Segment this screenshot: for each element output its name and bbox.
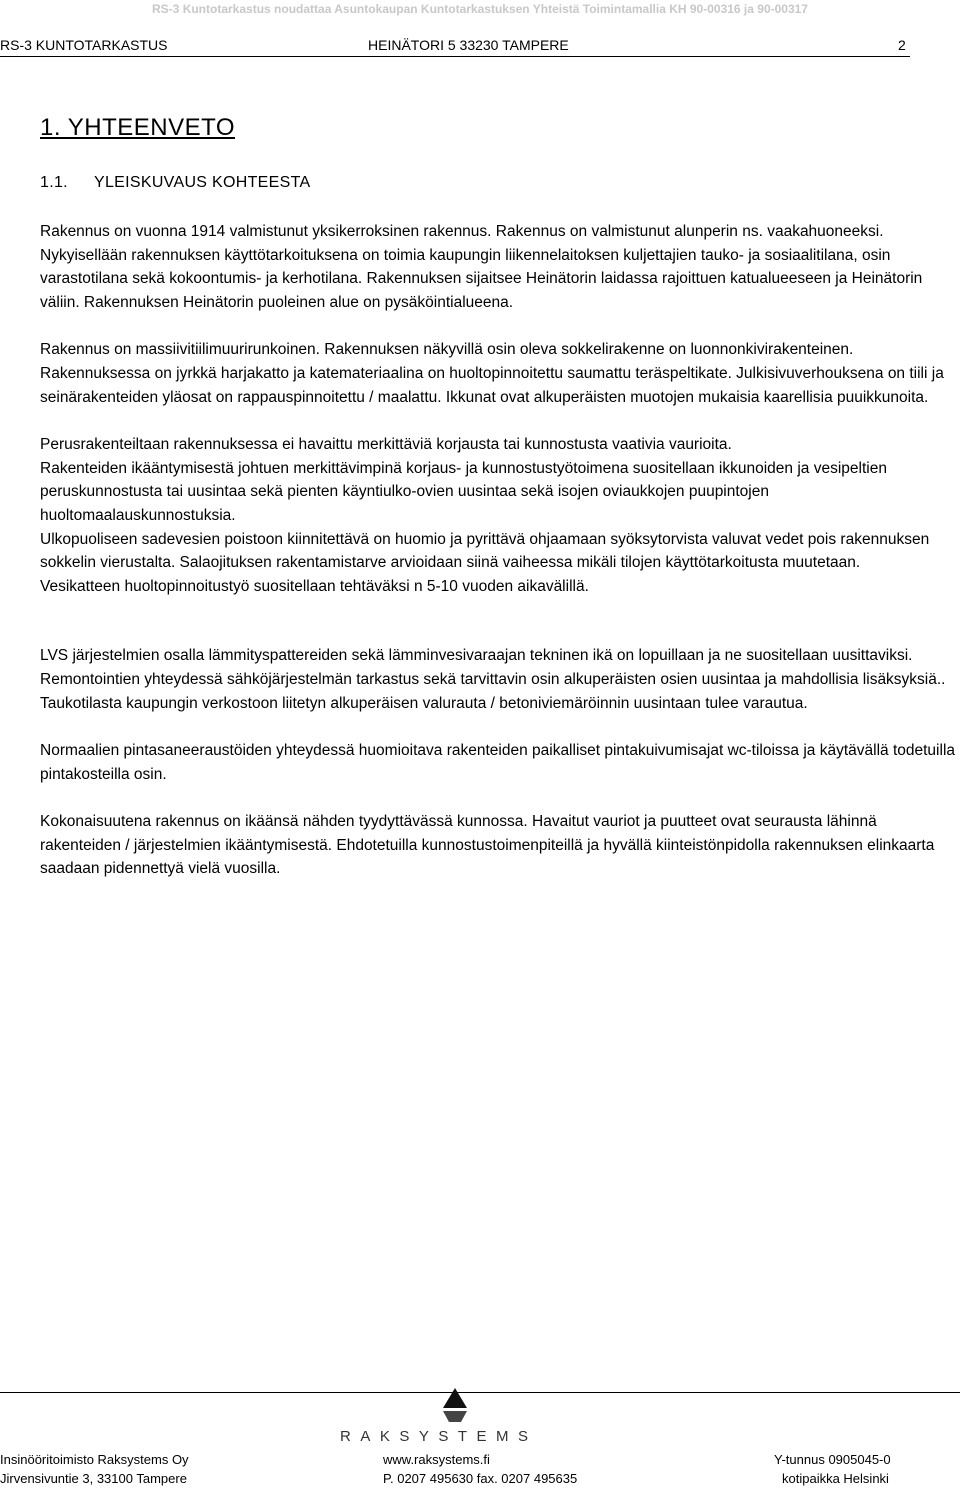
paragraph-structure: Rakennus on massiivitiilimuurirunkoinen. Rakennuksen näkyvillä osin oleva sokkelirakenne on luonnonkivirakenteinen. Rakennuksessa on jyrkkä harjakatto ja katemateriaalina on huoltopinnoitettu saumattu teräspeltikate. Julkisivuverhouksena on tiili ja seinärakenteiden yläosat on rappauspinnoitettu / maalattu. Ikkunat ovat alkuperäisten muotojen mukaisia kaarellisia puuikkunoita. xyxy=(40,341,944,406)
footer-row-1 xyxy=(0,1452,960,1470)
paragraph-drainage: Ulkopuoliseen sadevesien poistoon kiinnitettävä on huomio ja pyrittävä ohjaamaan syöksytorvista valuvat vedet pois rakennuksen sokkelin vierustalta. Salaojituksen rakentamistarve arvioidaan siinä vaiheessa mikäli tilojen käyttötarkoitusta muutetaan. xyxy=(40,530,930,572)
paragraph-conclusion: Kokonaisuutena rakennus on ikäänsä nähden tyydyttävässä kunnossa. Havaitut vauriot ja puutteet ovat seurausta lähinnä rakenteiden / järjestelmien ikääntymisestä. Ehdotetuilla kunnostustoimenpiteillä ja hyvällä kiinteistönpidolla rakennuksen elinkaarta saadaan pidennettyä vielä vuosilla. xyxy=(40,813,935,878)
paragraph-foundations: Perusrakenteiltaan rakennuksessa ei havaittu merkittäviä korjausta tai kunnostusta vaativia vaurioita. xyxy=(40,436,732,454)
paragraph-general: Rakennus on vuonna 1914 valmistunut yksikerroksinen rakennus. Rakennus on valmistunut alunperin ns. vaakahuoneeksi. Nykyisellään rakennuksen käyttötarkoituksena on toimia kaupungin liikennelaitoksen kuljettajien tauko- ja sosiaalitilana, osin varastotilana sekä kokoontumis- ja kerhotilana. Rakennuksen sijaitsee Heinätorin laidassa rajoittuen katualueeseen ja Heinätorin väliin. Rakennuksen Heinätorin puoleinen alue on pysäköintialueena. xyxy=(40,223,923,311)
summary-body xyxy=(40,220,960,905)
footer-phone: P. 0207 495630 fax. 0207 495635 xyxy=(383,1471,578,1486)
document-standard-banner: RS-3 Kuntotarkastus noudattaa Asuntokaupan Kuntotarkastuksen Yhteistä Toimintamallia KH 90-00316 ja 90-00317 xyxy=(152,2,808,16)
footer-web: www.raksystems.fi xyxy=(383,1452,490,1467)
header-page-number: 2 xyxy=(898,37,906,53)
paragraph-hvac: LVS järjestelmien osalla lämmityspattereiden sekä lämminvesivaraajan tekninen ikä on lopuillaan ja ne suositellaan uusittaviksi. Remontointien yhteydessä sähköjärjestelmän tarkastus sekä tarvittavin osin alkuperäisten osien uusintaa ja mahdollisia lisäksyksiä.. Taukotilasta kaupungin verkostoon liitetyn alkuperäisen valurauta / betoniviemäröinnin uusintaan tulee varautua. xyxy=(40,647,946,712)
paragraph-roof: Vesikatteen huoltopinnoitustyö suositellaan tehtäväksi n 5-10 vuoden aikavälillä. xyxy=(40,577,589,595)
footer-business-id: Y-tunnus 0905045-0 xyxy=(774,1452,891,1467)
footer-company: Insinööritoimisto Raksystems Oy xyxy=(0,1452,189,1467)
footer-row-2 xyxy=(0,1471,960,1489)
footer-address: Jirvensivuntie 3, 33100 Tampere xyxy=(0,1471,187,1486)
subsection-heading xyxy=(40,174,310,192)
header-address: HEINÄTORI 5 33230 TAMPERE xyxy=(368,37,569,53)
footer-domicile: kotipaikka Helsinki xyxy=(782,1471,889,1486)
subsection-number: 1.1. xyxy=(40,174,68,191)
paragraph-repairs: Rakenteiden ikääntymisestä johtuen merkittävimpinä korjaus- ja kunnostustyötoimena suositellaan ikkunoiden ja vesipeltien peruskunnostusta tai uusintaa sekä pienten käyntiulko-ovien uusintaa sekä isojen oviaukkojen puupintojen huoltomaalauskunnostuksia. xyxy=(40,459,887,524)
page-header xyxy=(0,34,910,57)
header-report-type: RS-3 KUNTOTARKASTUS xyxy=(0,37,168,53)
paragraph-moisture: Normaalien pintasaneeraustöiden yhteydessä huomioitava rakenteiden paikalliset pintakuivumisajat wc-tiloissa ja käytävällä todetuilla pintakosteilla osin. xyxy=(40,742,956,783)
subsection-title: YLEISKUVAUS KOHTEESTA xyxy=(94,174,311,191)
logo-wordmark: RAKSYSTEMS xyxy=(340,1428,538,1445)
section-title: 1. YHTEENVETO xyxy=(40,114,236,141)
raksystems-logo-icon xyxy=(330,1386,580,1456)
